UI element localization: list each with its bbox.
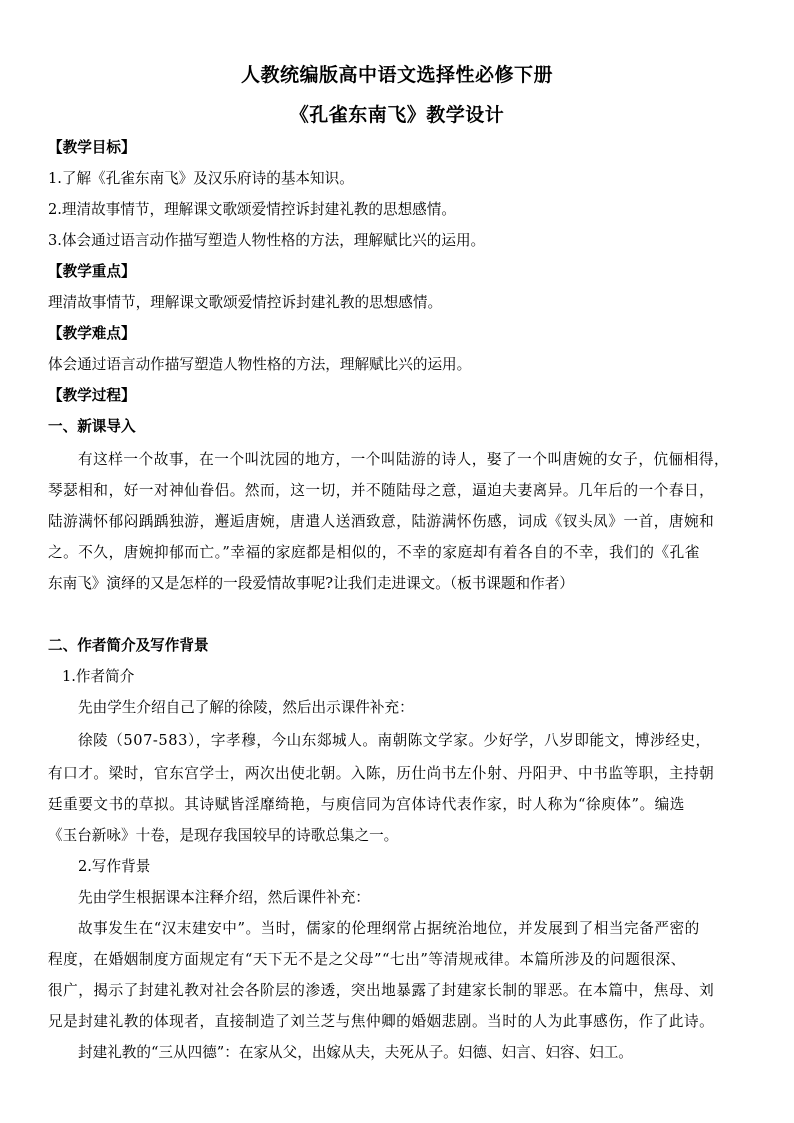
background-label: 2.写作背景 [78, 858, 151, 875]
author-intro-instruction: 先由学生介绍自己了解的徐陵，然后出示课件补充： [78, 699, 414, 716]
key-points-heading: 【教学重点】 [48, 263, 136, 280]
objective-item: 2.理清故事情节，理解课文歌颂爱情控诉封建礼教的思想感情。 [48, 201, 456, 218]
objectives-heading: 【教学目标】 [48, 139, 136, 156]
background-instruction: 先由学生根据课本注释介绍，然后课件补充： [78, 889, 370, 906]
section1-paragraph-line: 陆游满怀郁闷踽踽独游，邂逅唐婉，唐遣人送酒致意，陆游满怀伤感，词成《钗头凤》一首，唐婉和 [48, 513, 715, 530]
section1-paragraph-line: 之。不久，唐婉抑郁而亡。”幸福的家庭都是相似的，不幸的家庭却有着各自的不幸，我们的《孔雀 [48, 544, 700, 561]
background-line: 兄是封建礼教的体现者，直接制造了刘兰芝与焦仲卿的婚姻悲剧。当时的人为此事感伤，作了此诗。 [48, 1013, 715, 1030]
section1-paragraph-line: 有这样一个故事，在一个叫沈园的地方，一个叫陆游的诗人，娶了一个叫唐婉的女子，伉俪相得， [78, 451, 730, 468]
author-bio-line: 有口才。梁时，官东宫学士，两次出使北朝。入陈，历仕尚书左仆射、丹阳尹、中书监等职，主持朝 [48, 765, 715, 782]
document-subtitle: 《孔雀东南飞》教学设计 [289, 104, 505, 126]
author-bio-line: 《玉台新咏》十卷，是现存我国较早的诗歌总集之一。 [48, 827, 399, 844]
section1-paragraph-line: 琴瑟相和，好一对神仙眷侣。然而，这一切，并不随陆母之意，逼迫夫妻离异。几年后的一个春日， [48, 482, 715, 499]
author-bio-line: 廷重要文书的草拟。其诗赋皆淫靡绮艳，与庾信同为宫体诗代表作家，时人称为“徐庾体”。编选 [48, 796, 685, 813]
objective-item: 1.了解《孔雀东南飞》及汉乐府诗的基本知识。 [48, 170, 354, 187]
background-line: 很广，揭示了封建礼教对社会各阶层的渗透，突出地暴露了封建家长制的罪恶。在本篇中，焦母、刘 [48, 982, 715, 999]
difficulties-heading: 【教学难点】 [48, 325, 136, 342]
author-intro-label: 1.作者简介 [62, 668, 135, 685]
document-title: 人教统编版高中语文选择性必修下册 [240, 64, 553, 86]
difficulties-text: 体会通过语言动作描写塑造人物性格的方法，理解赋比兴的运用。 [48, 356, 472, 373]
section2-heading: 二、作者简介及写作背景 [48, 637, 209, 654]
background-line: 程度，在婚姻制度方面规定有“天下无不是之父母”“七出”等清规戒律。本篇所涉及的问题很深、 [48, 951, 686, 968]
key-points-text: 理清故事情节，理解课文歌颂爱情控诉封建礼教的思想感情。 [48, 294, 443, 311]
author-bio-line: 徐陵（507-583），字孝穆，今山东郯城人。南朝陈文学家。少好学，八岁即能文，博涉经史， [78, 732, 711, 749]
background-line: 故事发生在“汉末建安中”。当时，儒家的伦理纲常占据统治地位，并发展到了相当完备严密的 [78, 920, 700, 937]
background-line: 封建礼教的“三从四德”：在家从父，出嫁从夫，夫死从子。妇德、妇言、妇容、妇工。 [78, 1044, 633, 1061]
objective-item: 3.体会通过语言动作描写塑造人物性格的方法，理解赋比兴的运用。 [48, 232, 486, 249]
process-heading: 【教学过程】 [48, 387, 136, 404]
section1-heading: 一、新课导入 [48, 418, 136, 435]
section1-paragraph-line: 东南飞》演绎的又是怎样的一段爱情故事呢?让我们走进课文。（板书课题和作者） [48, 575, 574, 592]
